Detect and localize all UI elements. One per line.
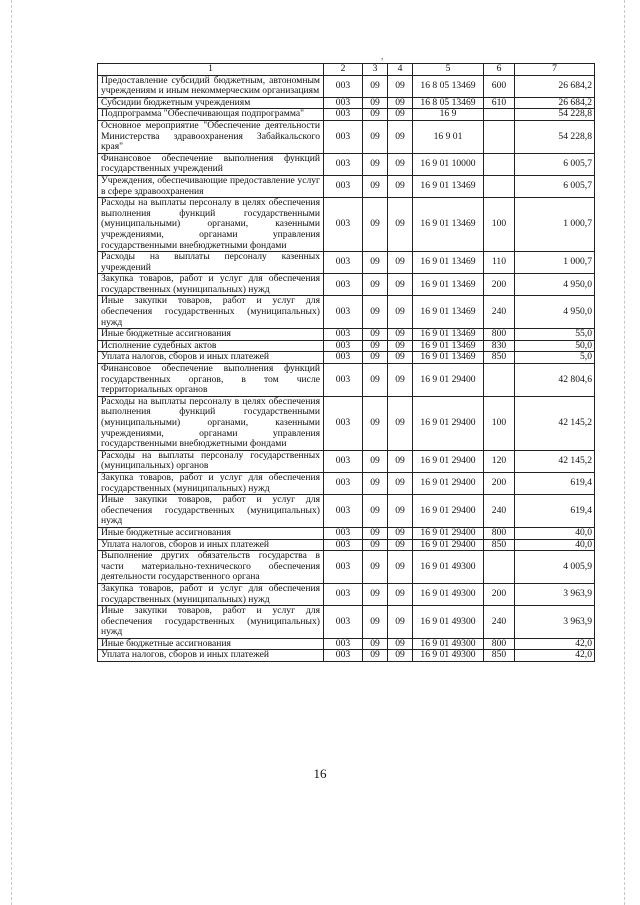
item-description: Исполнение судебных актов [98, 340, 324, 352]
table-row [98, 495, 595, 528]
column-header: 5 [413, 64, 484, 76]
amount: 4 950,0 [515, 274, 595, 296]
expense-type-code: 800 [484, 638, 515, 650]
subsection-code: 09 [388, 450, 413, 472]
table-row [98, 650, 595, 662]
budget-allocation-table [97, 63, 595, 662]
subsection-code: 09 [388, 296, 413, 329]
expense-type-code: 850 [484, 352, 515, 364]
subsection-code: 09 [388, 352, 413, 364]
item-description: Иные закупки товаров, работ и услуг для обеспечения государственных (муниципальных) нужд [98, 296, 324, 329]
item-description: Расходы на выплаты персоналу казенных учреждений [98, 252, 324, 274]
target-article-code: 16 9 01 [413, 120, 484, 153]
item-description: Основное мероприятие "Обеспечение деятельности Министерства здравоохранения Забайкальского края" [98, 120, 324, 153]
section-code: 09 [363, 109, 388, 121]
subsection-code: 09 [388, 274, 413, 296]
amount: 6 005,7 [515, 175, 595, 197]
section-code: 09 [363, 606, 388, 639]
target-article-code: 16 9 01 13469 [413, 198, 484, 252]
section-code: 09 [363, 583, 388, 605]
section-code: 09 [363, 450, 388, 472]
expense-type-code [484, 364, 515, 397]
target-article-code: 16 9 01 13469 [413, 274, 484, 296]
table-row [98, 329, 595, 341]
expense-type-code: 600 [484, 75, 515, 97]
amount: 42,0 [515, 650, 595, 662]
table-row [98, 252, 595, 274]
table-row [98, 75, 595, 97]
item-description: Иные бюджетные ассигнования [98, 527, 324, 539]
amount: 4 005,9 [515, 551, 595, 584]
expense-type-code [484, 551, 515, 584]
ministry-code: 003 [324, 340, 363, 352]
amount: 42 145,2 [515, 396, 595, 450]
item-description: Расходы на выплаты персоналу в целях обеспечения выполнения функций государственными (муниципальными) органами, казенными учреждениями, органами управления государственными внебюджетными фондами [98, 396, 324, 450]
ministry-code: 003 [324, 75, 363, 97]
amount: 42 145,2 [515, 450, 595, 472]
section-code: 09 [363, 274, 388, 296]
section-code: 09 [363, 175, 388, 197]
section-code: 09 [363, 551, 388, 584]
section-code: 09 [363, 97, 388, 109]
table-row [98, 527, 595, 539]
ministry-code: 003 [324, 551, 363, 584]
ministry-code: 003 [324, 274, 363, 296]
expense-type-code: 120 [484, 450, 515, 472]
table-row [98, 396, 595, 450]
item-description: Подпрограмма "Обеспечивающая подпрограмма" [98, 109, 324, 121]
subsection-code: 09 [388, 396, 413, 450]
column-header: 1 [98, 64, 324, 76]
target-article-code: 16 9 01 29400 [413, 527, 484, 539]
table-row [98, 364, 595, 397]
target-article-code: 16 9 01 49300 [413, 650, 484, 662]
amount: 26 684,2 [515, 75, 595, 97]
subsection-code: 09 [388, 120, 413, 153]
amount: 42,0 [515, 638, 595, 650]
subsection-code: 09 [388, 109, 413, 121]
section-code: 09 [363, 120, 388, 153]
item-description: Иные закупки товаров, работ и услуг для обеспечения государственных (муниципальных) нужд [98, 606, 324, 639]
amount: 54 228,8 [515, 109, 595, 121]
ministry-code: 003 [324, 638, 363, 650]
expense-type-code: 830 [484, 340, 515, 352]
expense-type-code: 200 [484, 274, 515, 296]
amount: 5,0 [515, 352, 595, 364]
ministry-code: 003 [324, 153, 363, 175]
amount: 3 963,9 [515, 606, 595, 639]
section-code: 09 [363, 296, 388, 329]
target-article-code: 16 9 01 49300 [413, 606, 484, 639]
expense-type-code: 850 [484, 539, 515, 551]
target-article-code: 16 9 01 13469 [413, 175, 484, 197]
target-article-code: 16 9 01 29400 [413, 450, 484, 472]
target-article-code: 16 9 01 10000 [413, 153, 484, 175]
target-article-code: 16 9 01 29400 [413, 539, 484, 551]
table-row [98, 109, 595, 121]
target-article-code: 16 9 01 49300 [413, 583, 484, 605]
page-number: 16 [313, 766, 327, 781]
item-description: Уплата налогов, сборов и иных платежей [98, 539, 324, 551]
target-article-code: 16 9 [413, 109, 484, 121]
item-description: Расходы на выплаты персоналу государственных (муниципальных) органов [98, 450, 324, 472]
ministry-code: 003 [324, 175, 363, 197]
column-header: 7 [515, 64, 595, 76]
subsection-code: 09 [388, 252, 413, 274]
section-code: 09 [363, 198, 388, 252]
table-row [98, 472, 595, 494]
table-row [98, 352, 595, 364]
section-code: 09 [363, 527, 388, 539]
amount: 4 950,0 [515, 296, 595, 329]
section-code: 09 [363, 539, 388, 551]
expense-type-code: 240 [484, 296, 515, 329]
amount: 40,0 [515, 539, 595, 551]
ministry-code: 003 [324, 450, 363, 472]
expense-type-code: 100 [484, 396, 515, 450]
item-description: Закупка товаров, работ и услуг для обеспечения государственных (муниципальных) нужд [98, 472, 324, 494]
item-description: Финансовое обеспечение выполнения функций государственных учреждений [98, 153, 324, 175]
target-article-code: 16 9 01 29400 [413, 472, 484, 494]
section-code: 09 [363, 340, 388, 352]
section-code: 09 [363, 472, 388, 494]
expense-type-code: 100 [484, 198, 515, 252]
table-row [98, 583, 595, 605]
subsection-code: 09 [388, 198, 413, 252]
column-header: 3 [363, 64, 388, 76]
table-row [98, 340, 595, 352]
target-article-code: 16 9 01 49300 [413, 638, 484, 650]
ministry-code: 003 [324, 539, 363, 551]
ministry-code: 003 [324, 97, 363, 109]
target-article-code: 16 9 01 13469 [413, 296, 484, 329]
item-description: Иные закупки товаров, работ и услуг для обеспечения государственных (муниципальных) нужд [98, 495, 324, 528]
ministry-code: 003 [324, 650, 363, 662]
subsection-code: 09 [388, 472, 413, 494]
expense-type-code: 240 [484, 495, 515, 528]
subsection-code: 09 [388, 638, 413, 650]
amount: 3 963,9 [515, 583, 595, 605]
ministry-code: 003 [324, 606, 363, 639]
subsection-code: 09 [388, 364, 413, 397]
item-description: Уплата налогов, сборов и иных платежей [98, 352, 324, 364]
table-row [98, 120, 595, 153]
subsection-code: 09 [388, 583, 413, 605]
expense-type-code [484, 175, 515, 197]
table-row [98, 539, 595, 551]
subsection-code: 09 [388, 340, 413, 352]
table-row [98, 450, 595, 472]
ministry-code: 003 [324, 329, 363, 341]
target-article-code: 16 9 01 13469 [413, 252, 484, 274]
ministry-code: 003 [324, 252, 363, 274]
section-code: 09 [363, 364, 388, 397]
target-article-code: 16 9 01 13469 [413, 352, 484, 364]
target-article-code: 16 9 01 49300 [413, 551, 484, 584]
subsection-code: 09 [388, 527, 413, 539]
scan-artifact-mark: , [381, 51, 384, 61]
subsection-code: 09 [388, 650, 413, 662]
target-article-code: 16 9 01 29400 [413, 364, 484, 397]
amount: 55,0 [515, 329, 595, 341]
target-article-code: 16 9 01 29400 [413, 396, 484, 450]
table-header-row [98, 64, 595, 76]
expense-type-code: 610 [484, 97, 515, 109]
item-description: Учреждения, обеспечивающие предоставление услуг в сфере здравоохранения [98, 175, 324, 197]
amount: 50,0 [515, 340, 595, 352]
table-row [98, 97, 595, 109]
expense-type-code: 800 [484, 527, 515, 539]
amount: 26 684,2 [515, 97, 595, 109]
subsection-code: 09 [388, 551, 413, 584]
expense-type-code: 800 [484, 329, 515, 341]
amount: 1 000,7 [515, 252, 595, 274]
item-description: Субсидии бюджетным учреждениям [98, 97, 324, 109]
table-row [98, 296, 595, 329]
target-article-code: 16 9 01 13469 [413, 340, 484, 352]
table-row [98, 175, 595, 197]
table-row [98, 551, 595, 584]
column-header: 2 [324, 64, 363, 76]
item-description: Иные бюджетные ассигнования [98, 329, 324, 341]
amount: 6 005,7 [515, 153, 595, 175]
subsection-code: 09 [388, 495, 413, 528]
ministry-code: 003 [324, 472, 363, 494]
ministry-code: 003 [324, 495, 363, 528]
target-article-code: 16 9 01 29400 [413, 495, 484, 528]
table-row [98, 153, 595, 175]
ministry-code: 003 [324, 527, 363, 539]
item-description: Закупка товаров, работ и услуг для обеспечения государственных (муниципальных) нужд [98, 274, 324, 296]
table-row [98, 638, 595, 650]
ministry-code: 003 [324, 352, 363, 364]
table-row [98, 274, 595, 296]
expense-type-code: 200 [484, 583, 515, 605]
item-description: Выполнение других обязательств государства в части материально-технического обеспечения деятельности государственного органа [98, 551, 324, 584]
subsection-code: 09 [388, 539, 413, 551]
item-description: Иные бюджетные ассигнования [98, 638, 324, 650]
target-article-code: 16 8 05 13469 [413, 75, 484, 97]
expense-type-code [484, 153, 515, 175]
section-code: 09 [363, 153, 388, 175]
ministry-code: 003 [324, 364, 363, 397]
section-code: 09 [363, 252, 388, 274]
amount: 619,4 [515, 495, 595, 528]
subsection-code: 09 [388, 175, 413, 197]
subsection-code: 09 [388, 329, 413, 341]
subsection-code: 09 [388, 75, 413, 97]
ministry-code: 003 [324, 198, 363, 252]
target-article-code: 16 9 01 13469 [413, 329, 484, 341]
item-description: Финансовое обеспечение выполнения функций государственных органов, в том числе территориальных органов [98, 364, 324, 397]
target-article-code: 16 8 05 13469 [413, 97, 484, 109]
expense-type-code: 200 [484, 472, 515, 494]
section-code: 09 [363, 329, 388, 341]
ministry-code: 003 [324, 396, 363, 450]
item-description: Предоставление субсидий бюджетным, автономным учреждениям и иным некоммерческим организациям [98, 75, 324, 97]
expense-type-code: 850 [484, 650, 515, 662]
column-header: 6 [484, 64, 515, 76]
section-code: 09 [363, 638, 388, 650]
table-row [98, 606, 595, 639]
ministry-code: 003 [324, 120, 363, 153]
subsection-code: 09 [388, 606, 413, 639]
ministry-code: 003 [324, 583, 363, 605]
table-row [98, 198, 595, 252]
subsection-code: 09 [388, 97, 413, 109]
section-code: 09 [363, 352, 388, 364]
item-description: Уплата налогов, сборов и иных платежей [98, 650, 324, 662]
ministry-code: 003 [324, 109, 363, 121]
section-code: 09 [363, 495, 388, 528]
expense-type-code: 240 [484, 606, 515, 639]
expense-type-code: 110 [484, 252, 515, 274]
expense-type-code [484, 120, 515, 153]
ministry-code: 003 [324, 296, 363, 329]
amount: 42 804,6 [515, 364, 595, 397]
amount: 40,0 [515, 527, 595, 539]
subsection-code: 09 [388, 153, 413, 175]
item-description: Закупка товаров, работ и услуг для обеспечения государственных (муниципальных) нужд [98, 583, 324, 605]
amount: 54 228,8 [515, 120, 595, 153]
section-code: 09 [363, 75, 388, 97]
section-code: 09 [363, 650, 388, 662]
amount: 1 000,7 [515, 198, 595, 252]
section-code: 09 [363, 396, 388, 450]
amount: 619,4 [515, 472, 595, 494]
column-header: 4 [388, 64, 413, 76]
item-description: Расходы на выплаты персоналу в целях обеспечения выполнения функций государственными (муниципальными) органами, казенными учреждениями, органами управления государственными внебюджетными фондами [98, 198, 324, 252]
expense-type-code [484, 109, 515, 121]
